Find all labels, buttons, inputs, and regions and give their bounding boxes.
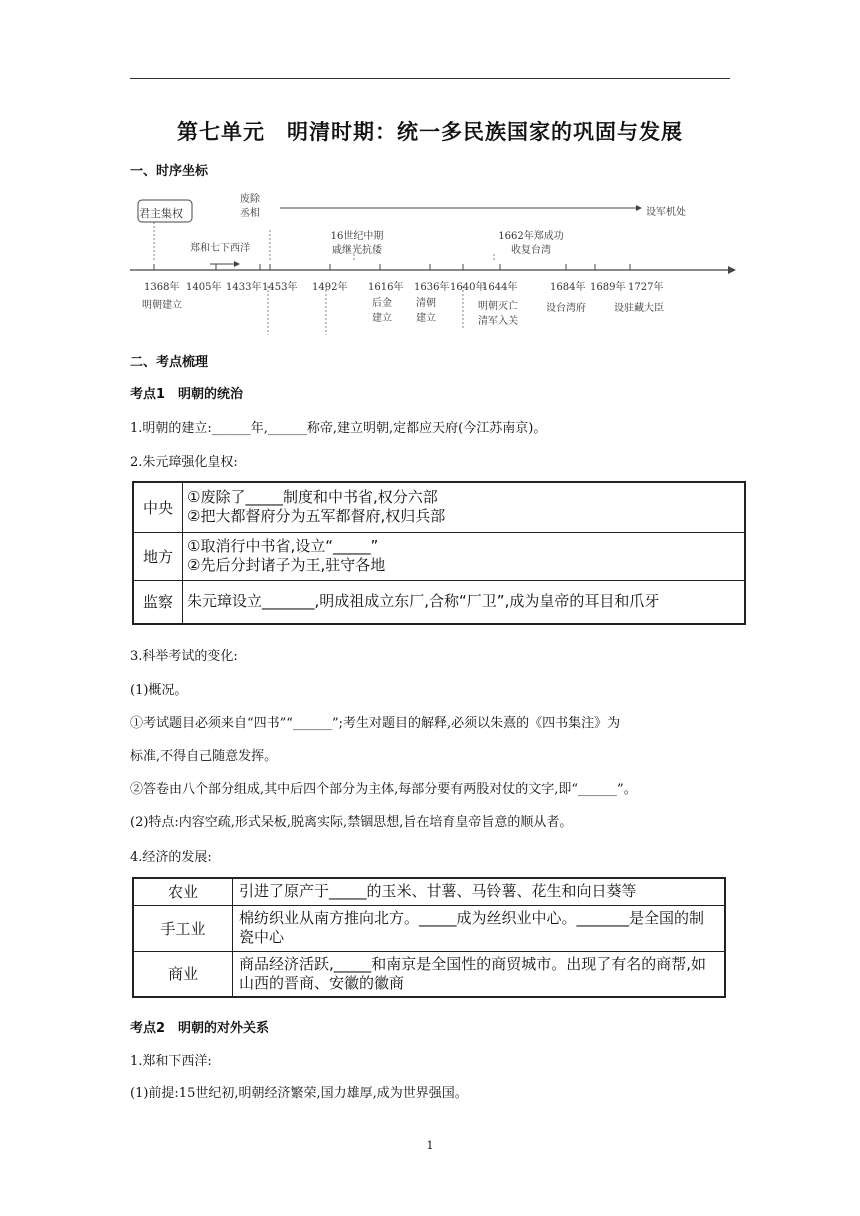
label-taiwan: 设台湾府	[546, 303, 586, 314]
kaodian2-heading: 考点2 明朝的对外关系	[130, 1021, 270, 1036]
row-line: ①废除了_____制度和中书省,权分六部	[187, 488, 438, 507]
para-ming-founding: 1.明朝的建立:______年,______称帝,建立明朝,定都应天府(今江苏南京)。	[130, 421, 547, 436]
section-timeline-heading: 一、时序坐标	[130, 164, 209, 179]
year-label: 1727年	[628, 282, 664, 293]
page-number: 1	[426, 1139, 434, 1152]
label-qing: 清朝建立	[416, 298, 436, 324]
axis-ticks	[154, 264, 630, 270]
para-exam: 3.科举考试的变化:	[130, 649, 238, 664]
row-line: ②把大都督府分为五军都督府,权归兵部	[187, 507, 446, 526]
year-label: 1689年	[590, 282, 626, 293]
table-row	[133, 951, 725, 997]
year-label: 1405年	[186, 282, 222, 293]
table-row	[133, 580, 745, 624]
table-row	[133, 482, 745, 532]
year-label: 1640年	[450, 282, 486, 293]
year-label: 1368年	[144, 282, 180, 293]
table-row	[133, 532, 745, 580]
row-line: ①取消行中书省,设立“_____”	[187, 537, 379, 555]
row-label: 地方	[133, 532, 183, 580]
row-label: 农业	[133, 878, 233, 905]
year-label: 1684年	[550, 282, 586, 293]
page-title: 第七单元 明清时期：统一多民族国家的巩固与发展	[177, 120, 683, 144]
para-exam-features: (2)特点:内容空疏,形式呆板,脱离实际,禁锢思想,旨在培育皇帝旨意的顺从者。	[130, 815, 573, 830]
label-zangda: 设驻藏大臣	[614, 303, 664, 314]
table-row	[133, 878, 725, 905]
year-label: 1636年	[414, 282, 450, 293]
economy-table	[132, 877, 726, 998]
timeline-mid16: 16世纪中期戚继光抗倭	[330, 231, 384, 256]
year-label: 1453年	[262, 282, 298, 293]
row-label: 中央	[133, 482, 183, 532]
top-arrow-head	[636, 205, 642, 211]
para-zhenghe: 1.郑和下西洋:	[130, 1054, 212, 1069]
timeline-box-label: 君主集权	[139, 207, 183, 220]
para-exam-1-cont: 标准,不得自己随意发挥。	[130, 749, 278, 764]
timeline-arrow-label: 设军机处	[646, 207, 686, 218]
row-label: 手工业	[133, 905, 233, 951]
label-ming-founded: 明朝建立	[142, 300, 182, 311]
timeline-top-label: 废除丞相	[240, 194, 260, 219]
row-value: 棉纺织业从南方推向北方。_____成为丝织业中心。_______是全国的制瓷中心	[233, 905, 726, 951]
row-line: 朱元璋设立_______,明成祖成立东厂,合称“厂卫”,成为皇帝的耳目和爪牙	[187, 592, 660, 611]
row-value: 商品经济活跃,_____和南京是全国性的商贸城市。出现了有名的商帮,如山西的晋商、安徽的徽商	[233, 951, 726, 997]
label-ming-fall: 明朝灭亡清军入关	[478, 301, 518, 327]
row-value: 引进了原产于_____的玉米、甘薯、马铃薯、花生和向日葵等	[233, 878, 726, 905]
row-label: 监察	[133, 580, 183, 624]
year-label: 1616年	[368, 282, 404, 293]
para-exam-1: ①考试题目必须来自“四书”“______”;考生对题目的解释,必须以朱熹的《四书集注》为	[130, 716, 621, 731]
para-exam-2: ②答卷由八个部分组成,其中后四个部分为主体,每部分要有两股对仗的文字,即“______”。	[130, 782, 637, 797]
para-centralization: 2.朱元璋强化皇权:	[130, 455, 238, 470]
kaodian1-heading: 考点1 明朝的统治	[130, 387, 244, 402]
axis-arrow	[728, 266, 736, 274]
header-rule	[130, 78, 730, 79]
label-houjin: 后金建立	[372, 298, 392, 324]
row-line: ②先后分封诸子为王,驻守各地	[187, 556, 386, 574]
year-label: 1433年	[226, 282, 262, 293]
para-exam-overview: (1)概况。	[130, 683, 188, 698]
para-economy: 4.经济的发展:	[130, 850, 212, 865]
table-row	[133, 905, 725, 951]
timeline-zhenghe: 郑和七下西洋	[190, 243, 250, 254]
timeline-1662: 1662年郑成功收复台湾	[498, 231, 564, 256]
centralization-table	[132, 481, 746, 625]
section-review-heading: 二、考点梳理	[130, 355, 209, 370]
year-label: 1492年	[312, 282, 348, 293]
para-zhenghe-premise: (1)前提:15世纪初,明朝经济繁荣,国力雄厚,成为世界强国。	[130, 1086, 468, 1101]
row-label: 商业	[133, 951, 233, 997]
year-label: 1644年	[482, 282, 518, 293]
